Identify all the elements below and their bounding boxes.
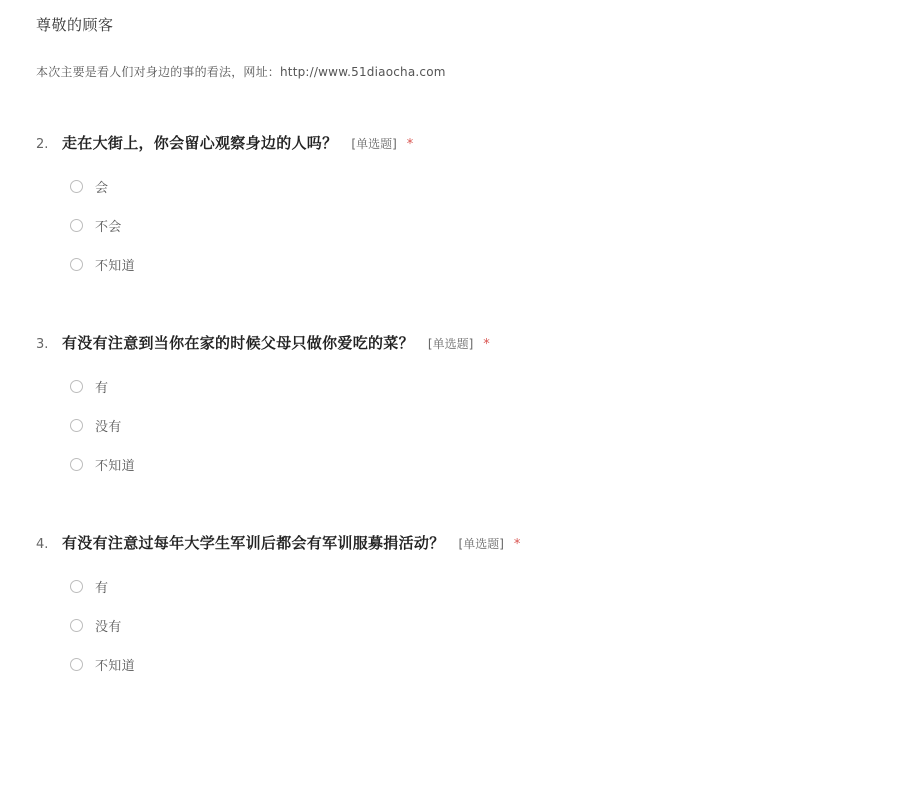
required-marker: * — [483, 337, 490, 352]
page-title: 尊敬的顾客 — [36, 16, 114, 34]
radio-icon[interactable] — [70, 458, 83, 471]
question-number: 2. — [36, 137, 49, 152]
radio-icon[interactable] — [70, 180, 83, 193]
question-type-badge: [单选题] — [427, 337, 474, 351]
option-label: 不知道 — [95, 459, 135, 474]
option-label: 不知道 — [95, 659, 135, 674]
question-number: 4. — [36, 537, 49, 552]
list-item[interactable] — [0, 216, 900, 235]
radio-icon[interactable] — [70, 580, 83, 593]
radio-icon[interactable] — [70, 258, 83, 271]
question-header — [0, 332, 900, 353]
list-item[interactable] — [0, 377, 900, 396]
survey-description: 本次主要是看人们对身边的事的看法，网址：http://www.51diaocha.com — [36, 65, 446, 79]
option-list — [0, 353, 900, 474]
question-number: 3. — [36, 337, 49, 352]
radio-icon[interactable] — [70, 380, 83, 393]
option-list — [0, 153, 900, 274]
radio-icon[interactable] — [70, 658, 83, 671]
radio-icon[interactable] — [70, 419, 83, 432]
option-label: 会 — [95, 181, 109, 196]
list-item[interactable] — [0, 255, 900, 274]
list-item[interactable] — [0, 455, 900, 474]
question-type-badge: [单选题] — [458, 537, 504, 551]
required-marker: * — [406, 137, 414, 152]
question-block — [0, 332, 900, 474]
option-label: 有 — [95, 381, 109, 396]
list-item[interactable] — [0, 616, 900, 635]
survey-header — [0, 0, 900, 80]
option-label: 有 — [95, 581, 109, 596]
question-block — [0, 532, 900, 674]
option-list — [0, 553, 900, 674]
list-item[interactable] — [0, 655, 900, 674]
option-label: 不会 — [95, 220, 122, 235]
question-header — [0, 132, 900, 153]
list-item[interactable] — [0, 416, 900, 435]
question-header — [0, 532, 900, 553]
radio-icon[interactable] — [70, 619, 83, 632]
radio-icon[interactable] — [70, 219, 83, 232]
list-item[interactable] — [0, 177, 900, 196]
question-text: 走在大街上，你会留心观察身边的人吗？ — [62, 134, 338, 152]
option-label: 不知道 — [95, 259, 135, 274]
question-type-badge: [单选题] — [351, 137, 397, 151]
option-label: 没有 — [95, 620, 122, 635]
question-text: 有没有注意过每年大学生军训后都会有军训服募捐活动？ — [62, 534, 445, 552]
list-item[interactable] — [0, 577, 900, 596]
question-text: 有没有注意到当你在家的时候父母只做你爱吃的菜？ — [62, 334, 414, 352]
option-label: 没有 — [95, 420, 122, 435]
required-marker: * — [513, 537, 521, 552]
questions-list — [0, 80, 900, 674]
question-block — [0, 132, 900, 274]
